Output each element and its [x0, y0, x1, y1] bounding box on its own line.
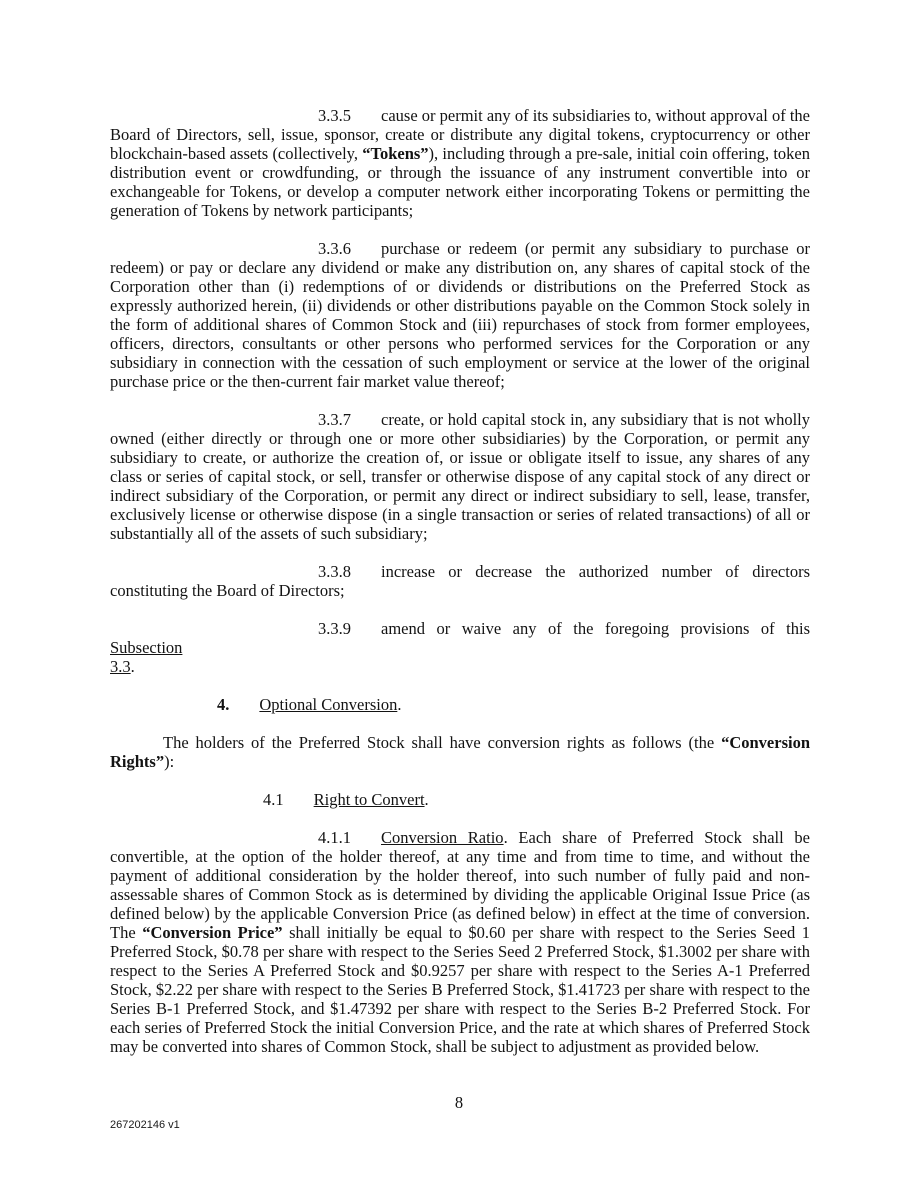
text-segment: Right to Convert [313, 790, 425, 809]
paragraph-conversion-rights-intro [110, 733, 810, 771]
text-segment: “Conversion Price” [142, 923, 283, 942]
section-number: 4.1.1 [318, 828, 351, 847]
text-segment: create, or hold capital stock in, any subsidiary that is not wholly owned (either directly or through one or more other subsidiaries) by the Corporation, or permit any subsidiary to create, or authorize the creation of, or issue or obligate itself to issue, any shares of any class or series of capital stock, or sell, transfer or otherwise dispose of any capital stock of any direct or indirect subsidiary of the Corporation, or permit any direct or indirect subsidiary to sell, lease, transfer, exclusively license or otherwise dispose (in a single transaction or series of related transactions) of all or substantially all of the assets of such subsidiary; [110, 410, 810, 543]
paragraph-3-3-9 [110, 619, 810, 676]
text-segment: amend or waive any of the foregoing provisions of this [381, 619, 810, 638]
text-segment: ), including through a pre-sale, initial coin offering, token distribution event or crowdfunding, or through the issuance of any instrument convertible into or exchangeable for Tokens, or develop a computer network either incorporating Tokens or permitting the generation of Tokens by network participants; [110, 144, 810, 220]
heading-4-optional-conversion [110, 695, 810, 714]
text-segment: cause or permit any of its subsidiaries to, without approval of the Board of Directors, sell, issue, sponsor, create or distribute any digital tokens, cryptocurrency or other blockchain-based assets (collectively, [110, 106, 810, 163]
text-segment: Optional Conversion [259, 695, 398, 714]
text-segment: “Tokens” [362, 144, 429, 163]
paragraph-3-3-7 [110, 410, 810, 543]
section-number: 3.3.7 [318, 410, 351, 429]
text-segment: Subsection [110, 638, 183, 657]
text-segment: . Each share of Preferred Stock shall be convertible, at the option of the holder thereof, at any time and from time to time, and without the payment of additional consideration by the holder thereof, into such number of fully paid and non-assessable shares of Common Stock as is determined by dividing the applicable Original Issue Price (as defined below) by the applicable Conversion Price (as defined below) in effect at the time of conversion. The [110, 828, 811, 942]
text-segment: increase or decrease the authorized number of directors constituting the Board of Directors; [110, 562, 810, 600]
section-number: 4. [217, 695, 230, 714]
section-number: 3.3.9 [318, 619, 351, 638]
heading-4-1-right-to-convert [110, 790, 810, 809]
text-segment: The holders of the Preferred Stock shall have conversion rights as follows (the [163, 733, 722, 752]
text-segment: Conversion Ratio [381, 828, 504, 847]
document-id-stamp: 267202146 v1 [110, 1119, 180, 1131]
text-segment: 3.3 [110, 657, 131, 676]
page-number: 8 [454, 1093, 464, 1112]
text-segment: purchase or redeem (or permit any subsidiary to purchase or redeem) or pay or declare any dividend or make any distribution on, any shares of capital stock of the Corporation other than (i) redemptions of or dividends or distributions on the Preferred Stock as expressly authorized herein, (ii) dividends or other distributions payable on the Common Stock solely in the form of additional shares of Common Stock and (iii) repurchases of stock from former employees, officers, directors, consultants or other persons who performed services for the Corporation or any subsidiary in connection with the cessation of such employment or service at the lower of the original purchase price or the then-current fair market value thereof; [110, 239, 810, 391]
section-number: 3.3.8 [318, 562, 351, 581]
paragraph-3-3-5 [110, 106, 810, 220]
document-body [110, 106, 810, 1075]
paragraph-3-3-6 [110, 239, 810, 391]
paragraph-3-3-8 [110, 562, 810, 600]
section-number: 3.3.5 [318, 106, 351, 125]
text-segment: “Conversion Rights” [110, 733, 810, 771]
section-number: 3.3.6 [318, 239, 351, 258]
text-segment: . [397, 695, 402, 714]
text-segment: shall initially be equal to $0.60 per share with respect to the Series Seed 1 Preferred Stock, $0.78 per share with respect to the Series Seed 2 Preferred Stock, $1.3002 per share with respect to the Series A Preferred Stock and $0.9257 per share with respect to the Series A-1 Preferred Stock, $2.22 per share with respect to the Series B Preferred Stock, $1.41723 per share with respect to the Series B-1 Preferred Stock, and $1.47392 per share with respect to the Series B-2 Preferred Stock. For each series of Preferred Stock the initial Conversion Price, and the rate at which shares of Preferred Stock may be converted into shares of Common Stock, shall be subject to adjustment as provided below. [110, 923, 810, 1056]
text-segment: ): [164, 752, 175, 771]
text-segment: . [424, 790, 429, 809]
paragraph-4-1-1-conversion-ratio [110, 828, 810, 1056]
text-segment: . [130, 657, 135, 676]
section-number: 4.1 [263, 790, 284, 809]
